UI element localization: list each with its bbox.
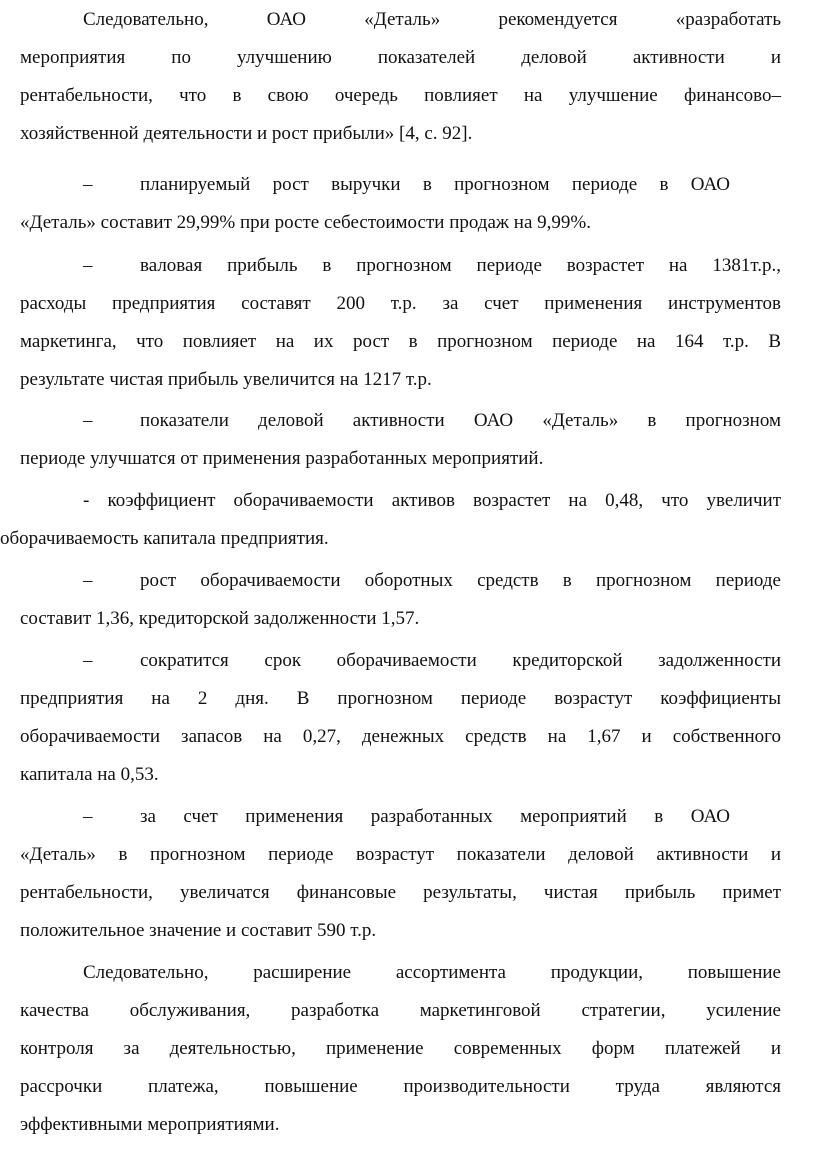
text-line: капитала на 0,53. [20, 764, 159, 785]
text-line: оборачиваемость капитала предприятия. [0, 528, 329, 549]
text-line: расходы предприятия составят 200 т.р. за счет применения инструментов [20, 293, 781, 314]
text-line: результате чистая прибыль увеличится на 1217 т.р. [20, 369, 432, 390]
text-line: мероприятия по улучшению показателей деловой активности и [20, 47, 781, 68]
dash-bullet-marker: – [83, 255, 93, 276]
text-line: предприятия на 2 дня. В прогнозном периоде возрастут коэффициенты [20, 688, 781, 709]
text-line: качества обслуживания, разработка маркетинговой стратегии, усиление [20, 1000, 781, 1021]
text-line: показатели деловой активности ОАО «Деталь» в прогнозном [140, 410, 781, 431]
dash-bullet-marker: – [83, 410, 93, 431]
dash-bullet-marker: – [83, 570, 93, 591]
text-line: валовая прибыль в прогнозном периоде возрастет на 1381т.р., [140, 255, 781, 276]
dash-bullet-marker: – [83, 806, 93, 827]
text-line: планируемый рост выручки в прогнозном периоде в ОАО [140, 174, 730, 195]
text-line: положительное значение и составит 590 т.р. [20, 920, 377, 941]
text-line: составит 1,36, кредиторской задолженности 1,57. [20, 608, 420, 629]
text-line: Следовательно, ОАО «Деталь» рекомендуется «разработать [83, 9, 781, 30]
text-line: эффективными мероприятиями. [20, 1114, 280, 1135]
text-line: Следовательно, расширение ассортимента продукции, повышение [83, 962, 781, 983]
dash-bullet-marker: – [83, 174, 93, 195]
text-line: рентабельности, увеличатся финансовые результаты, чистая прибыль примет [20, 882, 781, 903]
text-line: «Деталь» в прогнозном периоде возрастут показатели деловой активности и [20, 844, 781, 865]
text-line: «Деталь» составит 29,99% при росте себестоимости продаж на 9,99%. [20, 212, 591, 233]
text-line: оборачиваемости запасов на 0,27, денежных средств на 1,67 и собственного [20, 726, 781, 747]
text-line: периоде улучшатся от применения разработанных мероприятий. [20, 448, 544, 469]
text-line: хозяйственной деятельности и рост прибыли» [4, с. 92]. [20, 123, 473, 144]
text-line: за счет применения разработанных мероприятий в ОАО [140, 806, 730, 827]
dash-bullet-marker: – [83, 650, 93, 671]
text-line: - коэффициент оборачиваемости активов возрастет на 0,48, что увеличит [83, 490, 781, 511]
text-line: рост оборачиваемости оборотных средств в прогнозном периоде [140, 570, 781, 591]
text-line: рассрочки платежа, повышение производительности труда являются [20, 1076, 781, 1097]
text-line: сократится срок оборачиваемости кредиторской задолженности [140, 650, 781, 671]
text-line: маркетинга, что повлияет на их рост в прогнозном периоде на 164 т.р. В [20, 331, 781, 352]
text-line: рентабельности, что в свою очередь повлияет на улучшение финансово– [20, 85, 781, 106]
text-line: контроля за деятельностью, применение современных форм платежей и [20, 1038, 781, 1059]
